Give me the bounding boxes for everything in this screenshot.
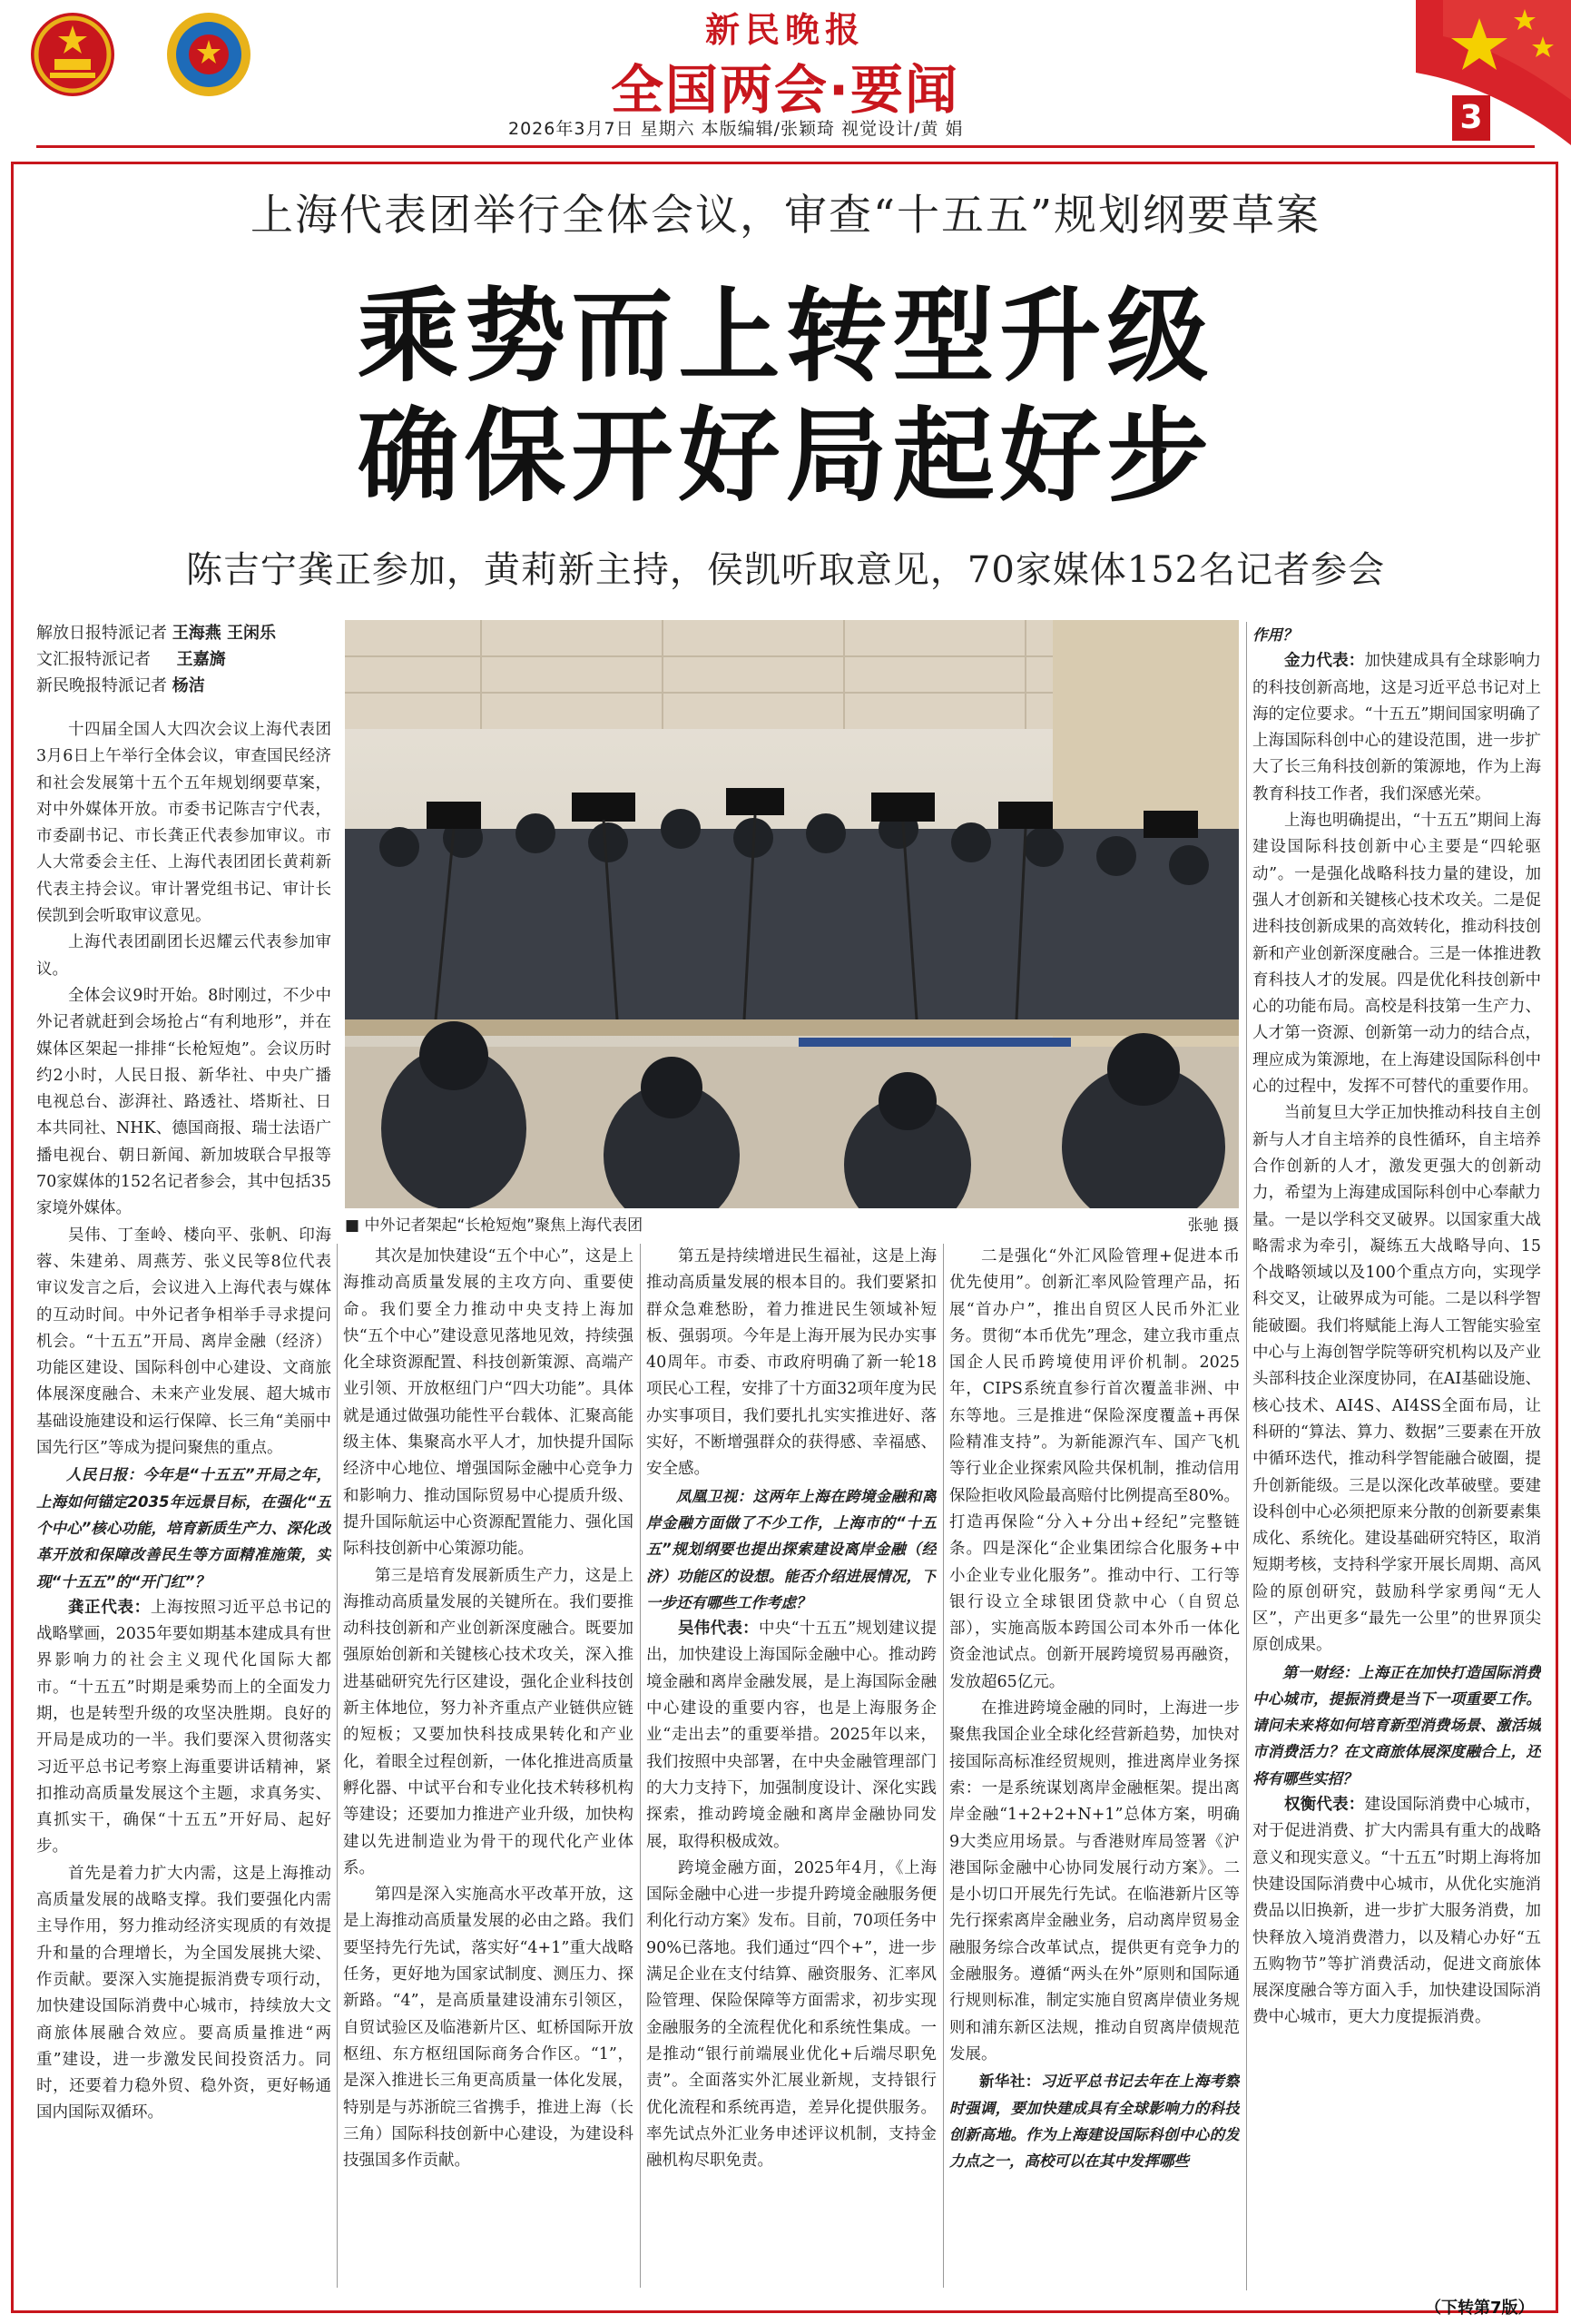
paragraph: 吴伟、丁奎岭、楼向平、张帆、印海蓉、朱建弟、周燕芳、张义民等8位代表审议发言之后，会议进入上海代表与媒体的互动时间。中外记者争相举手寻求提问机会。“十五五”开局、离岸金融（经济）功能区建设、国际科创中心建设、文商旅体展深度融合、未来产业发展、超大城市基础设施建设和运行保障、长三角“美丽中国先行区”等成为提问聚焦的重点。 xyxy=(36,1226,331,1458)
paper-name: 新民晚报 xyxy=(704,10,865,50)
article-kicker: 上海代表团举行全体会议，审查“十五五”规划纲要草案 xyxy=(250,191,1321,241)
speaker-label: 吴伟代表： xyxy=(678,1620,759,1639)
byline-item: 解放日报特派记者 王海燕 王闲乐 xyxy=(36,624,277,643)
press-photo-image xyxy=(345,620,1239,1208)
paragraph: 第三是培育发展新质生产力，这是上海推动高质量发展的关键所在。我们要推动科技创新和产业创新深度融合。既要加强原始创新和关键核心技术攻关，深入推进基础研究先行区建设，强化企业科技创新主体地位，努力补齐重点产业链供应链的短板；又要加快科技成果转化和产业化，着眼全过程创新，一体化推进高质量孵化器、中试平台和专业化技术转移机构等建设；还要加力推进产业升级，加快构建以先进制造业为骨干的现代化产业体系。 xyxy=(343,1566,633,1877)
paragraph: 第五是持续增进民生福祉，这是上海推动高质量发展的根本目的。我们要紧扣群众急难愁盼，着力推进民生领域补短板、强弱项。今年是上海开展为民办实事40周年。市委、市政府明确了新一轮18项民心工程，安排了十方面32项年度为民办实事项目，我们要扎扎实实推进好、落实好，不断增强群众的获得感、幸福感、安全感。 xyxy=(646,1247,937,1479)
speaker-label: 新华社： xyxy=(979,2073,1041,2091)
column-divider xyxy=(640,1244,641,2288)
paragraph: 上海也明确提出，“十五五”期间上海建设国际科技创新中心主要是“四轮驱动”。一是强化战略科技力量的建设，加强人才创新和关键核心技术攻关。二是促进科技创新成果的高效转化，推动科技创新和产业创新深度融合。三是一体推进教育科技人才的发展。四是优化科技创新中心的功能布局。高校是科技第一生产力、人才第一资源、创新第一动力的结合点，理应成为策源地，在上海建设国际科创中心的过程中，发挥不可替代的重要作用。 xyxy=(1252,812,1541,1097)
byline-item: 文汇报特派记者 王嘉旖 xyxy=(36,650,226,669)
paragraph: 首先是着力扩大内需，这是上海推动高质量发展的战略支撑。我们要强化内需主导作用，努力推动经济实现质的有效提升和量的合理增长，为全国发展挑大梁、作贡献。要深入实施提振消费专项行动，加快建设国际消费中心城市，持续放大文商旅体展融合效应。要高质量推进“两重”建设，进一步激发民间投资活力。同时，还要着力稳外贸、稳外资，更好畅通国内国际双循环。 xyxy=(36,1864,331,2122)
header-rule xyxy=(36,145,1535,148)
page-number: 3 xyxy=(1452,95,1490,141)
paragraph: 二是强化“外汇风险管理+促进本币优先使用”。创新汇率风险管理产品，拓展“首办户”，推出自贸区人民币外汇业务。贯彻“本币优先”理念，建立我市重点国企人民币跨境使用评价机制。2025年，CIPS系统直参行首次覆盖非洲、中东等地。三是推进“保险深度覆盖+再保险精准支持”。为新能源汽车、国产飞机等行业企业探索风险共保机制，推动信用保险拒收风险最高赔付比例提高至80%。打造再保险“分入+分出+经纪”完整链条。四是深化“企业集团综合化服务+中小企业专业化服务”。推动中行、工行等银行设立全球银团贷款中心（自贸总部），实施高版本跨国公司本外币一体化资金池试点。创新开展跨境贸易再融资，发放超65亿元。 xyxy=(949,1247,1240,1691)
photo-credit: 张驰 摄 xyxy=(1187,1216,1239,1235)
column-divider xyxy=(943,1244,944,2288)
section-sub: 要闻 xyxy=(850,59,960,121)
text-column-1 xyxy=(36,717,331,2288)
answer-paragraph: 权衡代表：建设国际消费中心城市，对于促进消费、扩大内需具有重大的战略意义和现实意义。“十五五”时期上海将加快建设国际消费中心城市，从优化实施消费品以旧换新，进一步扩大服务消费，加快释放入境消费潜力，以及精心办好“五五购物节”等扩消费活动，促进文商旅体展深度融合等方面入手，加快建设国际消费中心城市，更大力度提振消费。 xyxy=(1252,1796,1541,2027)
cppcc-emblem-icon xyxy=(163,9,254,100)
article-headline xyxy=(91,277,1480,517)
paragraph: 上海代表团副团长迟耀云代表参加审议。 xyxy=(36,933,331,979)
text-column-2 xyxy=(343,1244,633,2288)
national-emblem-icon xyxy=(27,9,118,100)
section-dot: · xyxy=(828,59,851,121)
headline-line-2: 确保开好局起好步 xyxy=(357,398,1214,516)
answer-paragraph: 龚正代表：上海按照习近平总书记的战略擘画，2035年要如期基本建成具有世界影响力的社会主义现代化国际大都市。“十五五”时期是乘势而上的全面发力期，也是转型升级的攻坚决胜期。良好的开局是成功的一半。我们要深入贯彻落实习近平总书记考察上海重要讲话精神，紧扣推动高质量发展这个主题，求真务实、真抓实干，确保“十五五”开好局、起好步。 xyxy=(36,1598,331,1856)
masthead xyxy=(0,0,1571,159)
photo-caption xyxy=(345,1212,1239,1235)
text-column-5 xyxy=(1252,622,1541,2290)
photo-caption-text: ■ 中外记者架起“长枪短炮”聚焦上海代表团 xyxy=(345,1216,643,1235)
headline-line-1: 乘势而上转型升级 xyxy=(357,278,1214,396)
question-paragraph: 人民日报：今年是“十五五”开局之年，上海如何锚定2035年远景目标，在强化“五个中心”核心功能，培育新质生产力、深化改革开放和保障改善民生等方面精准施策，实现“十五五”的“开门红”？ xyxy=(36,1466,331,1590)
answer-paragraph: 吴伟代表：中央“十五五”规划建议提出，加快建设上海国际金融中心。推动跨境金融和离岸金融发展，是上海国际金融中心建设的重要内容，也是上海服务企业“走出去”的重要举措。2025年以来，我们按照中央部署，在中央金融管理部门的大力支持下，加强制度设计、深化实践探索，推动跨境金融和离岸金融协同发展，取得积极成效。 xyxy=(646,1620,937,1851)
section-name: 全国两会 xyxy=(610,59,829,121)
paragraph: 其次是加快建设“五个中心”，这是上海推动高质量发展的主攻方向、重要使命。我们要全力推动中央支持上海加快“五个中心”建设意见落地见效，持续强化全球资源配置、科技创新策源、高端产业引领、开放枢纽门户“四大功能”。具体就是通过做强功能性平台载体、汇聚高能级主体、集聚高水平人才，加快提升国际经济中心地位、增强国际金融中心竞争力和影响力、推动国际贸易中心提质升级、提升国际航运中心资源配置能力、强化国际科技创新中心策源功能。 xyxy=(343,1247,633,1559)
press-photo xyxy=(345,620,1239,1208)
speaker-label: 金力代表： xyxy=(1284,652,1365,671)
paragraph: 全体会议9时开始。8时刚过，不少中外记者就赶到会场抢占“有利地形”，并在媒体区架起一排排“长枪短炮”。会议历时约2小时，人民日报、新华社、中央广播电视总台、澎湃社、路透社、塔斯社、日本共同社、NHK、德国商报、瑞士法语广播电视台、朝日新闻、新加坡联合早报等70家媒体的152名记者参会，其中包括35家境外媒体。 xyxy=(36,986,331,1218)
column-divider xyxy=(337,1244,338,2288)
paragraph: 跨境金融方面，2025年4月，《上海国际金融中心进一步提升跨境金融服务便利化行动方案》发布。目前，70项任务中90%已落地。我们通过“四个+”，进一步满足企业在支付结算、融资服务、汇率风险管理、保险保障等方面需求，初步实现金融服务的全流程优化和系统性集成。一是推动“银行前端展业优化+后端尽职免责”。全面落实外汇展业新规，支持银行优化流程和系统再造，差异化提供服务。率先试点外汇业务申述评议机制，支持金融机构尽职免责。 xyxy=(646,1858,937,2171)
continued-note: （下转第7版） xyxy=(1425,2299,1535,2318)
text-column-4 xyxy=(949,1244,1240,2288)
question-paragraph: 凤凰卫视：这两年上海在跨境金融和离岸金融方面做了不少工作，上海市的“十五五”规划纲要也提出探索建设离岸金融（经济）功能区的设想。能否介绍进展情况，下一步还有哪些工作考虑？ xyxy=(646,1487,937,1611)
section-title xyxy=(581,47,989,123)
dateline: 2026年3月7日 星期六 本版编辑/张颖琦 视觉设计/黄 娟 xyxy=(508,119,964,139)
answer-paragraph: 金力代表：加快建成具有全球影响力的科技创新高地，这是习近平总书记对上海的定位要求。“十五五”期间国家明确了上海国际科创中心的建设范围，进一步扩大了长三角科技创新的策源地，作为上海教育科技工作者，我们深感光荣。 xyxy=(1252,652,1541,803)
speaker-label: 权衡代表： xyxy=(1284,1796,1365,1815)
flag-decoration-icon xyxy=(1416,0,1571,145)
paragraph: 第四是深入实施高水平改革开放，这是上海推动高质量发展的必由之路。我们要坚持先行先试，落实好“4+1”重大战略任务，更好地为国家试制度、测压力、探新路。“4”，是高质量建设浦东引领区，自贸试验区及临港新片区、虹桥国际开放枢纽、东方枢纽国际商务合作区。“1”，是深入推进长三角更高质量一体化发展，特别是与苏浙皖三省携手，推进上海（长三角）国际科技创新中心建设，为建设科技强国多作贡献。 xyxy=(343,1886,633,2171)
bylines xyxy=(36,620,336,699)
text-column-3 xyxy=(646,1244,937,2288)
paragraph: 十四届全国人大四次会议上海代表团3月6日上午举行全体会议，审查国民经济和社会发展第十五个五年规划纲要草案，对中外媒体开放。市委书记陈吉宁代表，市委副书记、市长龚正代表参加审议。市人大常委会主任、上海代表团团长黄莉新代表主持会议。审计署党组书记、审计长侯凯到会听取审议意见。 xyxy=(36,721,331,926)
question-paragraph: 第一财经：上海正在加快打造国际消费中心城市，提振消费是当下一项重要工作。请问未来将如何培育新型消费场景、激活城市消费活力？在文商旅体展深度融合上，还将有哪些实招？ xyxy=(1252,1663,1541,1787)
paragraph: 当前复旦大学正加快推动科技自主创新与人才自主培养的良性循环，自主培养合作创新的人才，激发更强大的创新动力，希望为上海建成国际科创中心奉献力量。一是以学科交叉破界。以国家重大战略需求为牵引，凝练五大战略导向、15个战略领域以及100个重点方向，实现学科交叉，让破界成为可能。二是以科学智能破圈。我们将赋能上海人工智能实验室中心与上海创智学院等研究机构以及产业头部科技企业深度协同，在AI基础设施、核心技术、AI4S、AI4SS全面布局，让科研的“算法、算力、数据”三要素在开放中循环迭代，推动科学智能融合破圈，提升创新能级。三是以深化改革破壁。要建设科创中心必须把原来分散的创新要素集成化、系统化。建设基础研究特区，取消短期考核，支持科学家开展长周期、高风险的原创研究，鼓励科学家勇闯“无人区”，产出更多“最先一公里”的世界顶尖原创成果。 xyxy=(1252,1104,1541,1655)
column-divider xyxy=(1246,622,1247,2290)
byline-item: 新民晚报特派记者 杨洁 xyxy=(36,676,205,695)
question-continuation: 作用？ xyxy=(1252,626,1298,644)
speaker-label: 龚正代表： xyxy=(68,1598,151,1617)
article-subhead: 陈吉宁龚正参加，黄莉新主持，侯凯听取意见，70家媒体152名记者参会 xyxy=(185,549,1386,591)
question-paragraph: 新华社：习近平总书记去年在上海考察时强调，要加快建成具有全球影响力的科技创新高地。作为上海建设国际科创中心的发力点之一，高校可以在其中发挥哪些 xyxy=(949,2073,1240,2171)
paragraph: 在推进跨境金融的同时，上海进一步聚焦我国企业全球化经营新趋势，加快对接国际高标准经贸规则，推进离岸业务探索：一是系统谋划离岸金融框架。提出离岸金融“1+2+2+N+1”总体方案，明确9大类应用场景。与香港财库局签署《沪港国际金融中心协同发展行动方案》。二是小切口开展先行先试。在临港新片区等先行探索离岸金融业务，启动离岸贸易金融服务综合改革试点，提供更有竞争力的金融服务。遵循“两头在外”原则和国际通行规则标准，制定实施自贸离岸债业务规则和浦东新区法规，推动自贸离岸债规范发展。 xyxy=(949,1699,1240,2063)
